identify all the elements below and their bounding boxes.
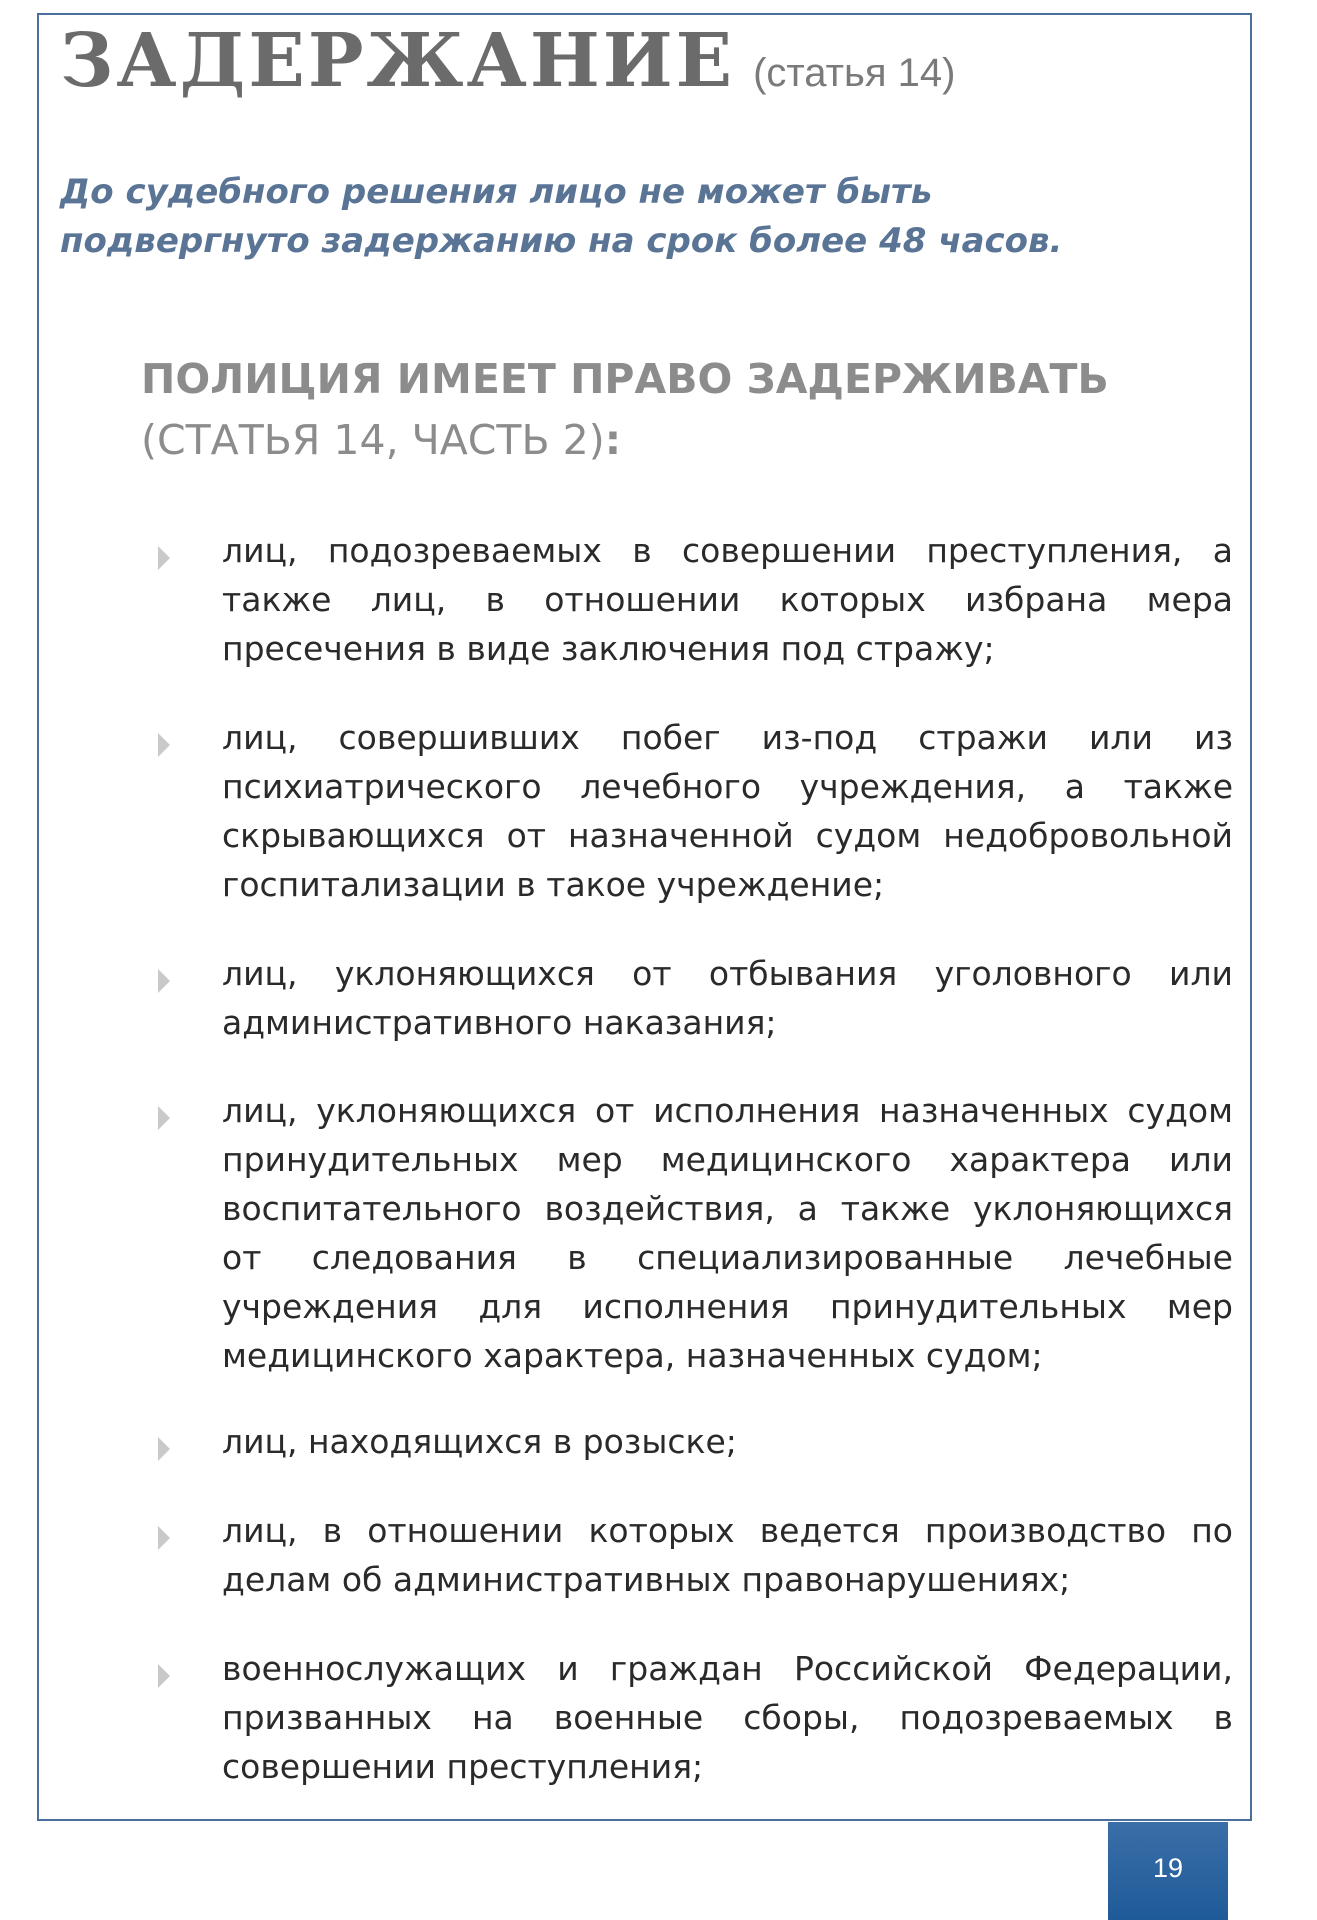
subheading-bold-text: ПОЛИЦИЯ ИМЕЕТ ПРАВО ЗАДЕРЖИВАТЬ — [141, 355, 1109, 403]
triangle-right-icon — [158, 1526, 170, 1550]
triangle-right-icon — [158, 733, 170, 757]
list-item-text: лиц, совершивших побег из-под стражи или из психиатрического лечебного учреждения, а также скрывающихся от назначенной судом недобровольной госпитализации в такое учреждение; — [222, 718, 1233, 904]
lead-statement: До судебного решения лицо не может быть подвергнуто задержанию на срок более 48 часов. — [60, 172, 1063, 261]
triangle-right-icon — [158, 1664, 170, 1688]
list-item-text: военнослужащих и граждан Российской Федерации, призванных на военные сборы, подозреваемых в совершении преступления; — [222, 1649, 1233, 1786]
list-item-text: лиц, подозреваемых в совершении преступления, а также лиц, в отношении которых избрана мера пресечения в виде заключения под стражу; — [222, 531, 1233, 668]
triangle-right-icon — [158, 1106, 170, 1130]
section-subheading — [141, 349, 1141, 471]
list-item-text: лиц, уклоняющихся от отбывания уголовного или административного наказания; — [222, 954, 1233, 1042]
triangle-right-icon — [158, 969, 170, 993]
triangle-right-icon — [158, 546, 170, 570]
article-reference: (статья 14) — [753, 51, 956, 95]
triangle-right-icon — [158, 1437, 170, 1461]
page-number-tab — [1108, 1822, 1228, 1920]
page-title-row — [60, 18, 955, 104]
list-item-text: лиц, в отношении которых ведется производство по делам об административных правонарушениях; — [222, 1511, 1233, 1599]
list-item-text: лиц, находящихся в розыске; — [222, 1422, 737, 1461]
subheading-article-reference: (СТАТЬЯ 14, ЧАСТЬ 2) — [141, 416, 605, 464]
list-item-text: лиц, уклоняющихся от исполнения назначенных судом принудительных мер медицинского характера или воспитательного воздействия, а также уклоняющихся от следования в специализированные лечебные учреждения для исполнения принудительных мер медицинского характера, назначенных судом; — [222, 1091, 1233, 1375]
subheading-colon: : — [604, 416, 622, 464]
page-number: 19 — [1152, 1853, 1184, 1883]
page-title: ЗАДЕРЖАНИЕ — [60, 18, 736, 104]
